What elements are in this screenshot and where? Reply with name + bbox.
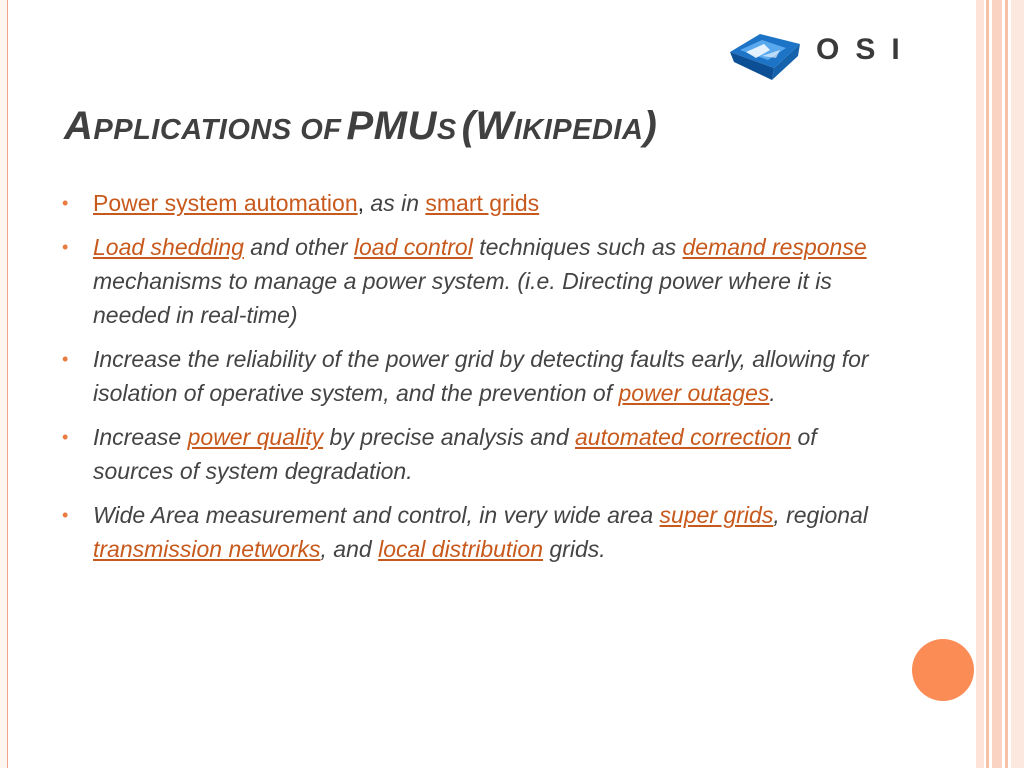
hyperlink[interactable]: local distribution <box>378 536 543 562</box>
bullet-text: , and <box>320 536 379 562</box>
hyperlink[interactable]: Load shedding <box>93 234 244 260</box>
bullet-item <box>62 186 872 220</box>
hyperlink[interactable]: automated correction <box>575 424 792 450</box>
bullet-text: techniques such as <box>472 234 683 260</box>
bullet-item <box>62 498 872 566</box>
hyperlink[interactable]: power quality <box>187 424 324 450</box>
hyperlink[interactable]: power outages <box>618 380 770 406</box>
decorative-circle <box>912 639 974 701</box>
bullet-text: , regional <box>773 502 868 528</box>
bullet-text: , <box>357 190 371 216</box>
hyperlink[interactable]: transmission networks <box>93 536 321 562</box>
bullet-marker: • <box>62 427 69 447</box>
bullet-list <box>62 186 872 576</box>
hyperlink[interactable]: super grids <box>659 502 774 528</box>
hyperlink[interactable]: Power system automation <box>93 190 358 216</box>
bullet-marker: • <box>62 237 69 257</box>
bullet-marker: • <box>62 193 69 213</box>
bullet-text: grids. <box>543 536 606 562</box>
bullet-text: Increase <box>93 424 188 450</box>
bullet-item <box>62 420 872 488</box>
right-stripe-decoration <box>976 0 1024 768</box>
bullet-text: Wide Area measurement and control, in very wide area <box>93 502 660 528</box>
logo-text: OSI <box>816 33 916 66</box>
bullet-text: mechanisms to manage a power system. (i.e. Directing power where it is needed in real-time) <box>93 268 832 328</box>
slide-title: APPLICATIONS OF PMUS (WIKIPEDIA) <box>64 104 658 148</box>
bullet-text: Increase the reliability of the power grid by detecting faults early, allowing for isolation of operative system, and the prevention of <box>93 346 869 406</box>
bullet-marker: • <box>62 349 69 369</box>
hyperlink[interactable]: demand response <box>682 234 867 260</box>
hyperlink[interactable]: smart grids <box>425 190 540 216</box>
bullet-text: . <box>769 380 776 406</box>
bullet-marker: • <box>62 505 69 525</box>
bullet-item <box>62 342 872 410</box>
bullet-text: as in <box>370 190 426 216</box>
bullet-text: and other <box>243 234 354 260</box>
bullet-text: of sources of system degradation. <box>93 424 817 484</box>
left-border-decoration <box>0 0 8 768</box>
hyperlink[interactable]: load control <box>353 234 473 260</box>
bullet-text: by precise analysis and <box>323 424 575 450</box>
bullet-item <box>62 230 872 332</box>
